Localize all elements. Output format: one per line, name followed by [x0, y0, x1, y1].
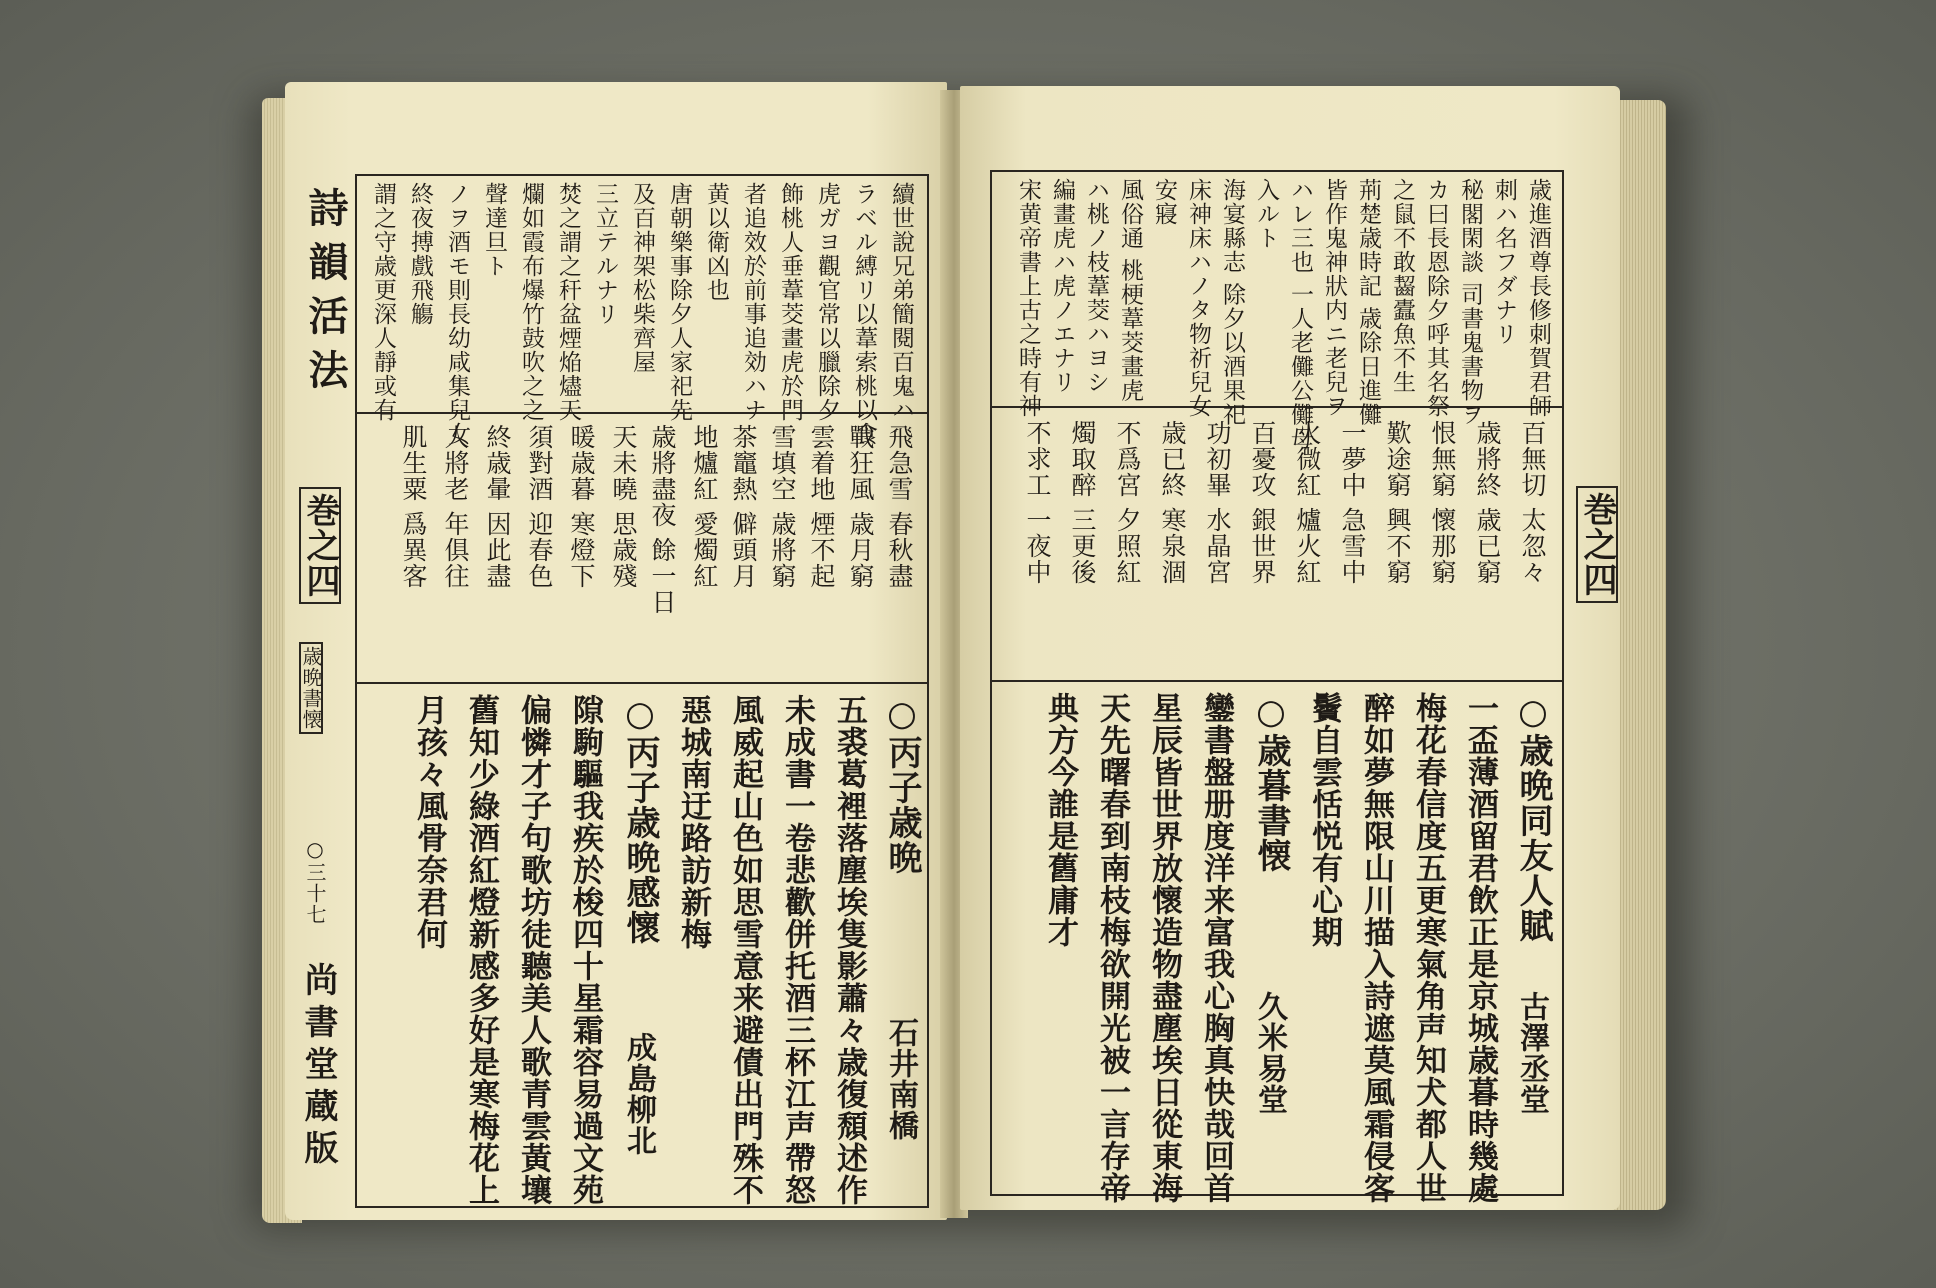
note-column: ハ桃ノ枝葦茭ハヨシ [1083, 178, 1109, 394]
note-column: 歳進酒尊長修刺賀君師 [1525, 178, 1551, 418]
volume-label: 巻之四 [299, 487, 341, 604]
phrase-column: 歳將盡夜 餘一日 [648, 424, 677, 615]
note-column: 爛如霞布爆竹鼓吹之之 [518, 182, 544, 422]
phrase-column: 暖歳暮 寒燈下 [567, 424, 596, 589]
phrase-column: 百憂攻 銀世界 [1248, 420, 1277, 585]
note-column: 聲達旦ト [481, 182, 507, 278]
note-column: 飾桃人垂葦茭畫虎於門 [777, 182, 803, 422]
note-column: ラベル縛リ以葦索桃以食 [851, 182, 877, 446]
phrase-column: 天未曉 思歳殘 [609, 424, 638, 589]
phrase-column: 戰狂風 歳月窮 [846, 424, 875, 589]
note-column: 宋黄帝書上古之時有神 [1015, 178, 1041, 418]
right-page [960, 86, 1620, 1210]
poem-line: 一盃薄酒留君飲正是京城歳暮時幾處 [1462, 692, 1498, 1204]
phrase-column: 一夢中 急雪中 [1338, 420, 1367, 585]
poem-line: 鑾書盤册度洋来富我心胸真快哉回首 [1198, 692, 1234, 1204]
phrase-column: 肌生粟 爲異客 [399, 424, 428, 589]
note-column: 秘閣閑談 司書鬼書物ヲ [1457, 178, 1483, 427]
poem-line: 五裘葛裡落塵埃隻影蕭々歳復頹述作 [831, 694, 867, 1206]
phrase-column: 雪填空 歳將窮 [768, 424, 797, 589]
note-column: 終夜搏戲飛觴 [407, 182, 433, 326]
section-label: 歳晩書懐 [299, 642, 323, 734]
note-column: 及百神架松柴齊屋 [629, 182, 655, 374]
poem-author: 久米易堂 [1252, 991, 1287, 1115]
poem-heading: ○歳晩同友人賦 [1513, 692, 1553, 943]
book-title: 詩韻活法 [302, 187, 349, 403]
poem-line: 星辰皆世界放懷造物盡塵埃日從東海 [1146, 692, 1182, 1204]
publisher-label: 尚書堂蔵版 [298, 962, 338, 1172]
phrase-column: 不求工 一夜中 [1023, 420, 1052, 585]
note-column: 焚之謂之秆盆煙焔燼天 [555, 182, 581, 422]
poem-line: 典方今誰是舊庸才 [1042, 692, 1078, 948]
phrase-column: 茶竈熱 僻頭月 [729, 424, 758, 589]
note-column: 黄以衛凶也 [703, 182, 729, 302]
phrase-column: 須對酒 迎春色 [525, 424, 554, 589]
left-rule-lower [355, 682, 927, 684]
poem-heading: ○丙子歳晩 [882, 694, 922, 875]
note-column: 之鼠不敢齧蠹魚不生 [1389, 178, 1415, 394]
poem-author: 石井南橋 [883, 1017, 918, 1141]
note-column: 荊楚歳時記 歳除日進儺 [1355, 178, 1381, 427]
note-column: 謂之守歳更深人靜或有 [370, 182, 396, 422]
note-column: 安寢 [1151, 178, 1177, 226]
phrase-column: 歎途窮 興不窮 [1383, 420, 1412, 585]
poem-line: 鬢自雲恬悦有心期 [1306, 692, 1342, 948]
poem-line: 舊知少綠酒紅燈新感多好是寒梅花上 [463, 694, 499, 1206]
note-column: 者追效於前事追効ハナ [740, 182, 766, 422]
note-column: 風俗通 桃梗葦茭畫虎 [1117, 178, 1143, 403]
poem-line: 未成書一卷悲歡併托酒三杯江声帶怒 [779, 694, 815, 1206]
phrase-column: 歳將終 歳已窮 [1473, 420, 1502, 585]
note-column: ハレ三也 一人老儺公儺母 [1287, 178, 1313, 451]
phrase-column: 雲着地 煙不起 [807, 424, 836, 589]
poem-heading: ○歳暮書懐 [1251, 692, 1291, 873]
note-column: 虎ガヨ觀官常以臘除夕 [814, 182, 840, 422]
phrase-column: 恨無窮 懷那窮 [1428, 420, 1457, 585]
poem-line: 隙駒驅我疾於梭四十星霜容易過文苑 [567, 694, 603, 1206]
phrase-column: 歳已終 寒泉涸 [1158, 420, 1187, 585]
phrase-column: 火微紅 爐火紅 [1293, 420, 1322, 585]
note-column: ノヲ酒モ則長幼咸集兒女 [444, 182, 470, 446]
note-column: カ曰長恩除夕呼其名祭 [1423, 178, 1449, 418]
poem-author: 成島柳北 [621, 1032, 656, 1156]
poem-line: 偏憐才子句歌坊徒聽美人歌青雲黃壤 [515, 694, 551, 1206]
note-column: 唐朝樂事除夕人家祀先 [666, 182, 692, 422]
page-stack-right [1612, 100, 1666, 1210]
poem-line: 梅花春信度五更寒氣角声知犬都人世 [1410, 692, 1446, 1204]
volume-label: 巻之四 [1576, 486, 1618, 603]
left-rule-upper [355, 412, 927, 414]
poem-line: 月孩々風骨奈君何 [411, 694, 447, 950]
right-rule-lower [990, 680, 1562, 682]
poem-author: 古澤丞堂 [1514, 991, 1549, 1115]
phrase-column: 終歳暈 因此盡 [483, 424, 512, 589]
note-column: 床神床ハノタ物祈兒女 [1185, 178, 1211, 418]
poem-line: 天先曙春到南枝梅欲開光被一言存帝 [1094, 692, 1130, 1204]
phrase-column: 飛急雪 春秋盡 [885, 424, 914, 589]
phrase-column: 百無切 太忽々 [1518, 420, 1547, 585]
note-column: 續世說兄弟簡閱百鬼ハ [888, 182, 914, 422]
poem-line: 惡城南迂路訪新梅 [675, 694, 711, 950]
phrase-column: 人將老 年俱往 [441, 424, 470, 589]
poem-line: 風威起山色如思雪意来避債出門殊不 [727, 694, 763, 1206]
phrase-column: 不爲宮 夕照紅 [1113, 420, 1142, 585]
note-column: 編畫虎ハ虎ノエナリ [1049, 178, 1075, 394]
left-page [285, 82, 947, 1220]
page-number: ○三十七 [303, 837, 327, 925]
note-column: 入ルト [1253, 178, 1279, 250]
note-column: 刺ハ名フダナリ [1491, 178, 1517, 346]
phrase-column: 燭取醉 三更後 [1068, 420, 1097, 585]
phrase-column: 地爐紅 愛燭紅 [690, 424, 719, 589]
phrase-column: 功初畢 水晶宮 [1203, 420, 1232, 585]
note-column: 海宴縣志 除夕以酒果祀 [1219, 178, 1245, 427]
poem-heading: ○丙子歳晩感懷 [620, 694, 660, 945]
note-column: 三立テルナリ [592, 182, 618, 326]
poem-line: 醉如夢無限山川描入詩遮莫風霜侵客 [1358, 692, 1394, 1204]
note-column: 皆作鬼神狀内ニ老兒ヲ [1321, 178, 1347, 418]
